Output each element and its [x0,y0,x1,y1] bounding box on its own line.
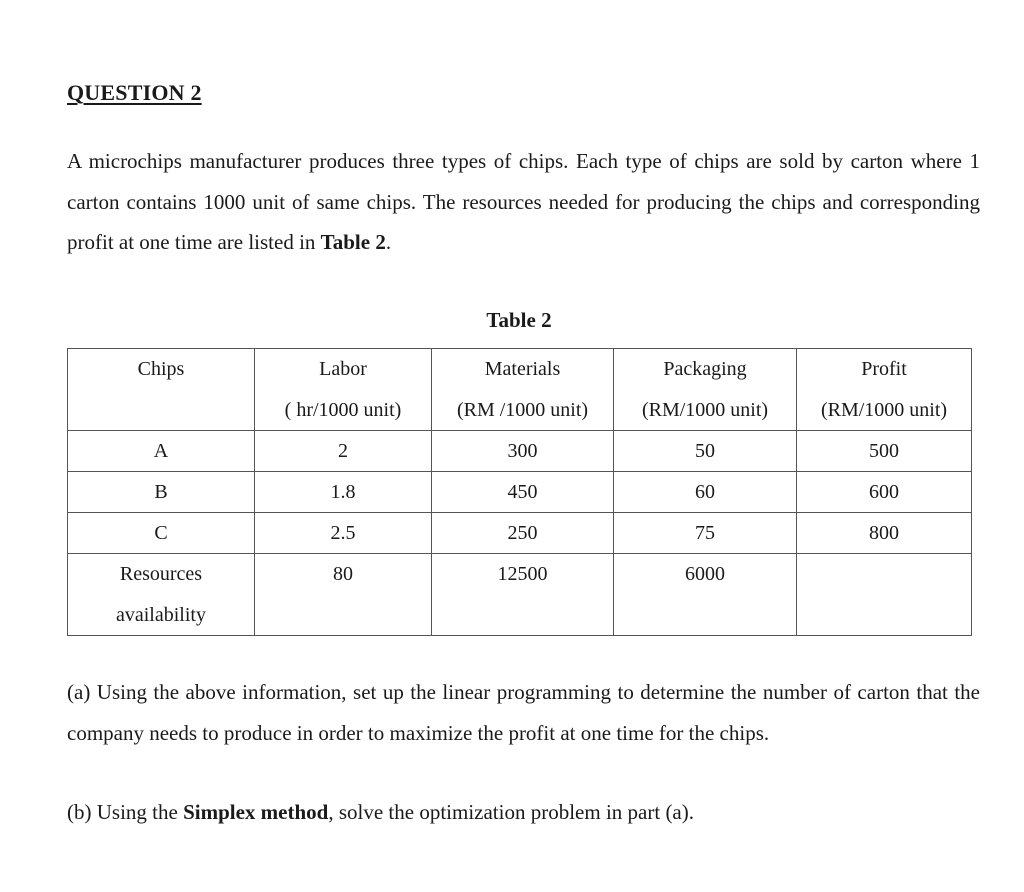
question-heading: QUESTION 2 [67,80,202,105]
header-chips-title: Chips [137,358,185,380]
resources-profit [797,554,972,636]
header-materials-unit: (RM /1000 unit) [456,398,589,421]
resources-labor-value: 80 [333,563,353,585]
resources-label-cell [68,554,255,636]
part-b-suffix: , solve the optimization problem in part (a). [328,800,694,824]
cell-profit: 800 [797,513,972,554]
table-row [68,431,972,472]
simplex-method-term: Simplex method [183,800,329,824]
resources-row [68,554,972,636]
intro-text-end: . [385,230,392,254]
cell-profit: 500 [797,431,972,472]
intro-paragraph [67,141,980,263]
header-materials [432,349,614,431]
availability-label: availability [116,603,206,626]
resources-packaging [614,554,797,636]
cell-materials: 300 [432,431,614,472]
cell-labor: 1.8 [255,472,432,513]
resources-materials-value: 12500 [497,563,548,585]
header-chips [68,349,255,431]
header-packaging-title: Packaging [663,358,747,380]
resources-label: Resources [119,563,203,585]
cell-profit: 600 [797,472,972,513]
header-profit-unit: (RM/1000 unit) [820,398,948,421]
cell-chip: B [68,472,255,513]
cell-packaging: 75 [614,513,797,554]
cell-labor: 2.5 [255,513,432,554]
header-packaging-unit: (RM/1000 unit) [641,398,769,421]
table-reference: Table 2 [320,230,386,254]
table-row [68,472,972,513]
cell-packaging: 60 [614,472,797,513]
table-caption: Table 2 [486,308,552,332]
header-labor [255,349,432,431]
resource-table [67,348,972,636]
resources-packaging-value: 6000 [685,563,725,585]
table-row [68,513,972,554]
header-labor-title: Labor [319,358,367,380]
header-labor-unit: ( hr/1000 unit) [284,398,402,421]
table-header-row [68,349,972,431]
cell-packaging: 50 [614,431,797,472]
header-profit-title: Profit [861,358,907,380]
part-a-text: (a) Using the above information, set up the linear programming to determine the number of carton that the company needs to produce in order to maximize the profit at one time for the chips. [67,680,980,745]
cell-chip: A [68,431,255,472]
intro-text: A microchips manufacturer produces three types of chips. Each type of chips are sold by carton where 1 carton contains 1000 unit of same chips. The resources needed for producing the chips and corresponding profit at one time are listed in [67,149,980,254]
cell-chip: C [68,513,255,554]
resources-materials [432,554,614,636]
resources-labor [255,554,432,636]
cell-labor: 2 [255,431,432,472]
part-b-prefix: (b) Using the [67,800,184,824]
part-b-paragraph [67,792,980,833]
header-materials-title: Materials [484,358,561,380]
header-profit [797,349,972,431]
header-packaging [614,349,797,431]
cell-materials: 250 [432,513,614,554]
cell-materials: 450 [432,472,614,513]
